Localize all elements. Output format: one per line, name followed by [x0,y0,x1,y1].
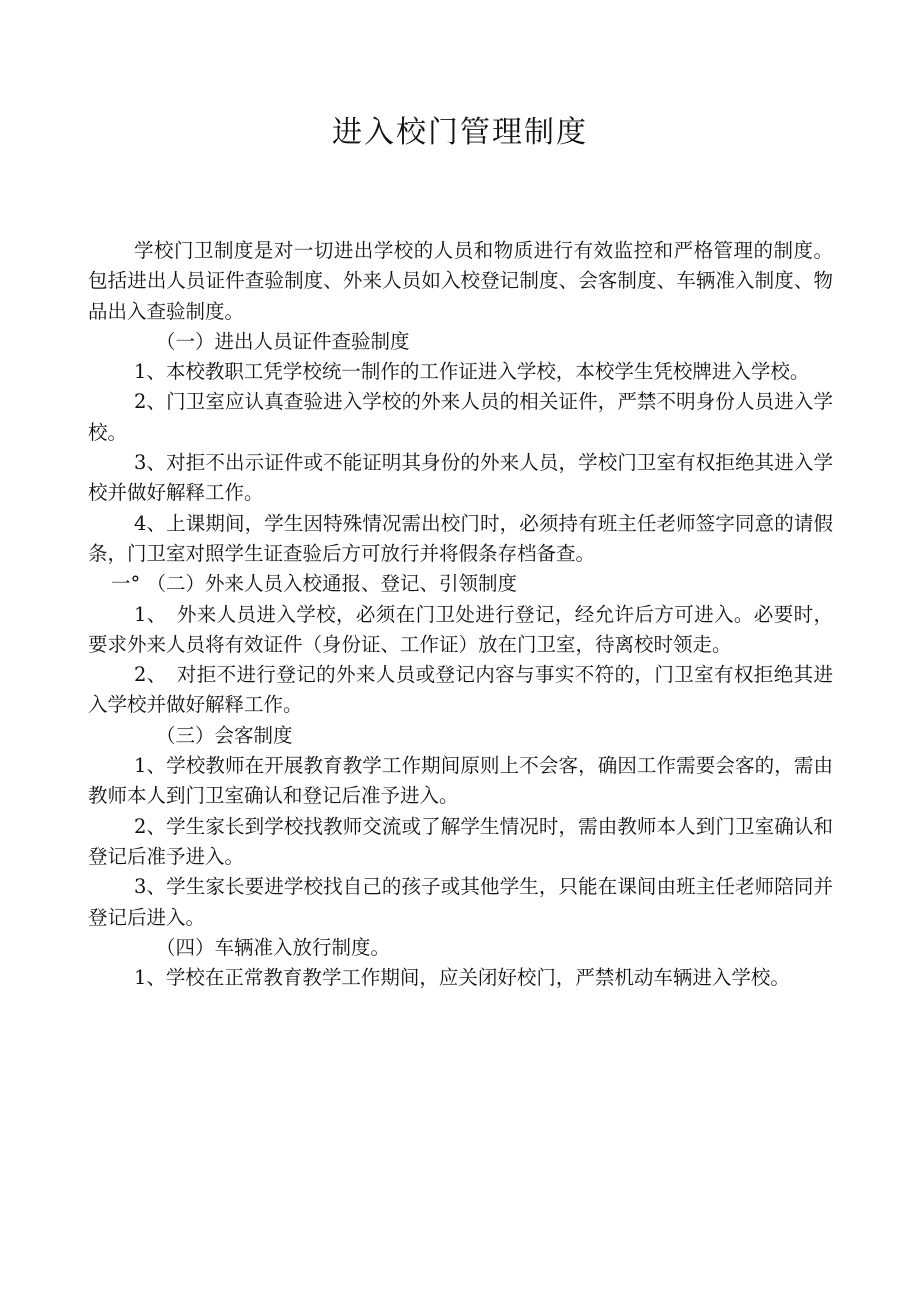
document-title: 进入校门管理制度 [332,115,588,150]
section-4-item-1: 1、学校在正常教育教学工作期间，应关闭好校门，严禁机动车辆进入学校。 [134,966,790,990]
section-heading-4: （四）车辆准入放行制度。 [156,935,391,959]
section-1-item-3: 3、对拒不出示证件或不能证明其身份的外来人员，学校门卫室有权拒绝其进入学校并做好解释工作。 [88,451,833,505]
section-3-item-3: 3、学生家长要进学校找自己的孩子或其他学生，只能在课间由班主任老师陪同并登记后进入。 [88,875,833,929]
section-2-item-2: 2、 对拒不进行登记的外来人员或登记内容与事实不符的，门卫室有权拒绝其进入学校并做好解释工作。 [88,663,833,717]
section-3-item-1: 1、学校教师在开展教育教学工作期间原则上不会客，确因工作需要会客的，需由教师本人到门卫室确认和登记后准予进入。 [88,754,833,808]
section-2-item-1: 1、 外来人员进入学校，必须在门卫处进行登记，经允许后方可进入。必要时，要求外来人员将有效证件（身份证、工作证）放在门卫室，待离校时领走。 [88,602,833,656]
section-1-item-4: 4、上课期间，学生因特殊情况需出校门时，必须持有班主任老师签字同意的请假条，门卫室对照学生证查验后方可放行并将假条存档备查。 [88,511,833,565]
section-heading-1: （一）进出人员证件查验制度 [156,329,410,353]
section-heading-2: 一° （二）外来人员入校通报、登记、引领制度 [111,572,517,596]
section-heading-3: （三）会客制度 [156,723,293,747]
section-3-item-2: 2、学生家长到学校找教师交流或了解学生情况时，需由教师本人到门卫室确认和登记后准予进入。 [88,814,833,868]
section-1-item-2: 2、门卫室应认真查验进入学校的外来人员的相关证件，严禁不明身份人员进入学校。 [88,390,833,444]
intro-paragraph: 学校门卫制度是对一切进出学校的人员和物质进行有效监控和严格管理的制度。包括进出人员证件查验制度、外来人员如入校登记制度、会客制度、车辆准入制度、物品出入查验制度。 [88,239,833,323]
section-1-item-1: 1、本校教职工凭学校统一制作的工作证进入学校，本校学生凭校牌进入学校。 [134,360,810,384]
document-body [88,236,833,993]
